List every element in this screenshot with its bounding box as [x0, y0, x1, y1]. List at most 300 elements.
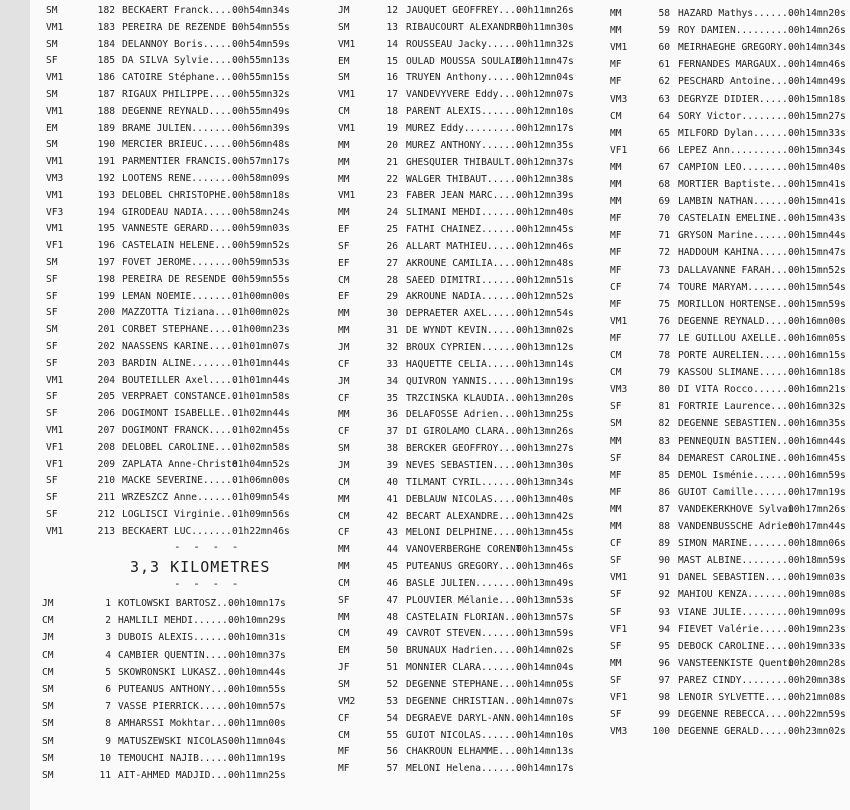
- time-cell: 00h11mn04s: [228, 735, 286, 747]
- name-cell: MAZZOTTA Tiziana....: [122, 307, 238, 319]
- rank-cell: 36: [386, 409, 398, 421]
- time-cell: 00h15mn41s: [788, 196, 846, 208]
- name-cell: DALLAVANNE FARAH....: [678, 264, 794, 276]
- time-cell: 00h12mn48s: [516, 257, 574, 269]
- category-cell: MF: [610, 298, 622, 310]
- name-cell: MAHIOU KENZA.......: [678, 589, 788, 601]
- name-cell: NAASSENS KARINE.....: [122, 341, 238, 352]
- rank-cell: 23: [386, 190, 398, 202]
- category-cell: SF: [610, 606, 622, 618]
- category-cell: MM: [338, 561, 350, 573]
- time-cell: 00h11mn32s: [516, 38, 574, 50]
- time-cell: 00h13mn45s: [516, 527, 574, 539]
- time-cell: 00h23mn02s: [788, 726, 846, 738]
- time-cell: 01h01mn44s: [232, 357, 290, 369]
- time-cell: 00h59mn53s: [232, 257, 290, 268]
- name-cell: BECKAERT Franck.....: [122, 5, 238, 16]
- name-cell: LEMAN NOEMIE.......: [122, 290, 232, 302]
- time-cell: 00h14mn20s: [788, 8, 846, 19]
- time-cell: 00h15mn44s: [788, 230, 846, 242]
- name-cell: GHESQUIER THIBAULT..: [406, 156, 522, 168]
- category-cell: SM: [46, 5, 58, 16]
- time-cell: 00h14mn05s: [516, 679, 574, 690]
- rank-cell: 88: [658, 521, 670, 532]
- category-cell: VM3: [610, 93, 628, 105]
- name-cell: DELAFOSSE Adrien....: [406, 409, 522, 421]
- name-cell: ZAPLATA Anne-Christe: [122, 458, 238, 470]
- time-cell: 00h13mn14s: [516, 358, 574, 370]
- rank-cell: 58: [658, 8, 670, 19]
- rank-cell: 12: [386, 5, 398, 16]
- time-cell: 00h12mn35s: [516, 139, 574, 151]
- rank-cell: 200: [97, 307, 115, 319]
- category-cell: SF: [610, 640, 622, 652]
- name-cell: VANDENBUSSCHE Adrien: [678, 521, 794, 532]
- category-cell: EF: [338, 224, 350, 236]
- time-cell: 00h14mn10s: [516, 729, 574, 741]
- category-cell: SF: [610, 674, 622, 686]
- category-cell: VF1: [46, 458, 64, 470]
- time-cell: 00h18mn06s: [788, 538, 846, 550]
- name-cell: DI VITA Rocco.......: [678, 384, 794, 396]
- time-cell: 00h15mn43s: [788, 213, 846, 225]
- rank-cell: 86: [658, 486, 670, 498]
- time-cell: 00h56mn39s: [232, 122, 290, 134]
- category-cell: MF: [610, 213, 622, 225]
- rank-cell: 209: [97, 458, 115, 470]
- time-cell: 01h02mn44s: [232, 408, 290, 420]
- name-cell: BECKAERT LUC.......: [122, 525, 232, 537]
- name-cell: DEPRAETER AXEL......: [406, 308, 522, 320]
- category-cell: SM: [42, 684, 54, 695]
- name-cell: DI GIROLAMO CLARA...: [406, 426, 522, 438]
- category-cell: VM1: [46, 425, 64, 436]
- time-cell: 01h01mn07s: [232, 341, 290, 352]
- name-cell: MUREZ ANTHONY.......: [406, 139, 522, 151]
- time-cell: 00h12mn17s: [516, 122, 574, 134]
- name-cell: RIGAUX PHILIPPE.....: [122, 89, 238, 100]
- name-cell: KASSOU SLIMANE......: [678, 367, 794, 379]
- name-cell: RIBAUCOURT ALEXANDRE: [406, 21, 522, 33]
- rank-cell: 78: [658, 350, 670, 361]
- time-cell: 00h21mn08s: [788, 692, 846, 703]
- category-cell: MF: [610, 264, 622, 276]
- category-cell: JM: [42, 598, 54, 609]
- rank-cell: 45: [386, 561, 398, 573]
- rank-cell: 96: [658, 657, 670, 669]
- rank-cell: 24: [386, 207, 398, 219]
- time-cell: 00h10mn31s: [228, 632, 286, 644]
- category-cell: VM3: [610, 726, 628, 738]
- time-cell: 00h12mn46s: [516, 240, 574, 252]
- time-cell: 00h13mn20s: [516, 392, 574, 404]
- category-cell: CM: [42, 615, 54, 627]
- time-cell: 00h13mn40s: [516, 493, 574, 505]
- time-cell: 00h13mn34s: [516, 476, 574, 488]
- time-cell: 00h15mn54s: [788, 281, 846, 293]
- time-cell: 00h19mn33s: [788, 640, 846, 652]
- rank-cell: 202: [97, 341, 115, 352]
- name-cell: CASTELAIN HELENE....: [122, 240, 238, 252]
- name-cell: CHAKROUN ELHAMME....: [406, 746, 522, 758]
- category-cell: MF: [610, 469, 622, 481]
- name-cell: OULAD MOUSSA SOULAIM: [406, 55, 522, 67]
- rank-cell: 193: [97, 189, 115, 201]
- time-cell: 00h15mn34s: [788, 144, 846, 156]
- name-cell: TRUYEN Anthony......: [406, 72, 522, 84]
- time-cell: 01h00mn00s: [232, 290, 290, 302]
- time-cell: 01h00mn02s: [232, 307, 290, 319]
- rank-cell: 42: [386, 510, 398, 522]
- time-cell: 00h12mn37s: [516, 156, 574, 168]
- time-cell: 00h13mn25s: [516, 409, 574, 421]
- rank-cell: 54: [386, 712, 398, 724]
- rank-cell: 186: [97, 72, 115, 84]
- time-cell: 00h12mn04s: [516, 72, 574, 84]
- rank-cell: 100: [652, 726, 670, 738]
- name-cell: SKOWRONSKI LUKASZ...: [118, 666, 234, 678]
- time-cell: 00h14mn07s: [516, 695, 574, 707]
- rank-cell: 66: [658, 144, 670, 156]
- name-cell: AIT-AHMED MADJID....: [118, 770, 234, 781]
- name-cell: WRZESZCZ Anne......: [122, 492, 232, 504]
- category-cell: JF: [338, 662, 350, 674]
- time-cell: 00h15mn52s: [788, 264, 846, 276]
- rank-cell: 94: [658, 623, 670, 635]
- name-cell: DEMAREST CAROLINE...: [678, 452, 794, 464]
- rank-cell: 67: [658, 161, 670, 173]
- category-cell: SM: [46, 257, 58, 268]
- rank-cell: 25: [386, 224, 398, 236]
- name-cell: DELANNOY Boris......: [122, 38, 238, 50]
- time-cell: 00h58mn24s: [232, 206, 290, 218]
- name-cell: MATUSZEWSKI NICOLAS.: [118, 735, 234, 747]
- rank-cell: 8: [105, 718, 111, 730]
- category-cell: MF: [610, 247, 622, 259]
- category-cell: SF: [46, 55, 58, 67]
- category-cell: CM: [338, 577, 350, 589]
- category-cell: CF: [610, 538, 622, 550]
- name-cell: KOTLOWSKI BARTOSZ...: [118, 598, 234, 609]
- time-cell: 00h14mn13s: [516, 746, 574, 758]
- name-cell: AMHARSSI Mokhtar....: [118, 718, 234, 730]
- category-cell: SF: [610, 452, 622, 464]
- name-cell: DEGENNE REBECCA.....: [678, 709, 794, 721]
- category-cell: MF: [338, 746, 350, 758]
- rank-cell: 182: [97, 5, 115, 16]
- name-cell: QUIVRON YANNIS......: [406, 375, 522, 387]
- time-cell: 00h16mn15s: [788, 350, 846, 361]
- rank-cell: 205: [97, 391, 115, 403]
- category-cell: SF: [46, 357, 58, 369]
- rank-cell: 37: [386, 426, 398, 438]
- rank-cell: 87: [658, 503, 670, 515]
- category-cell: VM2: [338, 695, 356, 707]
- rank-cell: 46: [386, 577, 398, 589]
- rank-cell: 22: [386, 173, 398, 185]
- category-cell: MM: [610, 161, 622, 173]
- time-cell: 00h20mn28s: [788, 657, 846, 669]
- rank-cell: 1: [105, 598, 111, 609]
- time-cell: 00h14mn04s: [516, 662, 574, 674]
- rank-cell: 69: [658, 196, 670, 208]
- category-cell: CM: [338, 729, 350, 741]
- category-cell: SF: [610, 555, 622, 567]
- name-cell: BRUNAUX Hadrien.....: [406, 645, 522, 657]
- rank-cell: 183: [97, 21, 115, 33]
- category-cell: VF1: [46, 441, 64, 453]
- time-cell: 00h13mn26s: [516, 426, 574, 438]
- time-cell: 01h04mn52s: [232, 458, 290, 470]
- name-cell: DEGENNE SEBASTIEN...: [678, 418, 794, 430]
- category-cell: SM: [42, 770, 54, 781]
- category-cell: SF: [46, 475, 58, 487]
- time-cell: 00h57mn17s: [232, 156, 290, 168]
- name-cell: DEGRAEVE DARYL-ANN..: [406, 712, 522, 724]
- category-cell: JM: [338, 342, 350, 353]
- name-cell: DA SILVA Sylvie.....: [122, 55, 238, 67]
- name-cell: FORTRIE Laurence....: [678, 401, 794, 413]
- rank-cell: 95: [658, 640, 670, 652]
- rank-cell: 49: [386, 628, 398, 640]
- name-cell: FATHI CHAINEZ.......: [406, 224, 522, 236]
- name-cell: PARMENTIER FRANCIS..: [122, 156, 238, 168]
- time-cell: 00h10mn57s: [228, 701, 286, 713]
- time-cell: 00h15mn18s: [788, 93, 846, 105]
- category-cell: VM1: [338, 38, 356, 50]
- name-cell: BOUTEILLER Axel.....: [122, 374, 238, 386]
- rank-cell: 210: [97, 475, 115, 487]
- time-cell: 00h22mn59s: [788, 709, 846, 721]
- time-cell: 00h12mn54s: [516, 308, 574, 320]
- name-cell: DANEL SEBASTIEN.....: [678, 572, 794, 584]
- rank-cell: 19: [386, 122, 398, 134]
- rank-cell: 77: [658, 332, 670, 344]
- time-cell: 00h14mn02s: [516, 645, 574, 657]
- time-cell: 00h12mn07s: [516, 89, 574, 101]
- category-cell: MM: [610, 127, 622, 139]
- rank-cell: 198: [97, 273, 115, 285]
- name-cell: NEVES SEBASTIEN.....: [406, 459, 522, 471]
- time-cell: 00h14mn10s: [516, 712, 574, 724]
- category-cell: SF: [46, 391, 58, 403]
- category-cell: VF3: [46, 206, 64, 218]
- name-cell: CATOIRE Stéphane....: [122, 72, 238, 84]
- category-cell: CM: [42, 666, 54, 678]
- separator-top: - - - -: [174, 540, 242, 553]
- time-cell: 00h16mn18s: [788, 367, 846, 379]
- category-cell: MM: [338, 544, 350, 556]
- rank-cell: 15: [386, 55, 398, 67]
- name-cell: HAQUETTE CELIA......: [406, 358, 522, 370]
- name-cell: BASLE JULIEN.......: [406, 577, 516, 589]
- rank-cell: 10: [99, 752, 111, 764]
- category-cell: VM1: [46, 72, 64, 84]
- rank-cell: 194: [97, 206, 115, 218]
- name-cell: PORTE AURELIEN......: [678, 350, 794, 361]
- time-cell: 00h13mn45s: [516, 544, 574, 556]
- name-cell: VANDEKERKHOVE Sylvai: [678, 503, 794, 515]
- rank-cell: 68: [658, 179, 670, 190]
- name-cell: GIRODEAU NADIA......: [122, 206, 238, 218]
- rank-cell: 70: [658, 213, 670, 225]
- category-cell: VM1: [46, 374, 64, 386]
- category-cell: CM: [338, 510, 350, 522]
- name-cell: BERCKER GEOFFROY....: [406, 443, 522, 455]
- category-cell: SM: [42, 752, 54, 764]
- category-cell: CM: [42, 649, 54, 661]
- category-cell: MF: [610, 230, 622, 242]
- name-cell: GRYSON Marine.......: [678, 230, 794, 242]
- category-cell: MM: [338, 139, 350, 151]
- rank-cell: 76: [658, 315, 670, 327]
- category-cell: MM: [338, 409, 350, 421]
- category-cell: VM1: [46, 189, 64, 201]
- time-cell: 00h12mn10s: [516, 106, 574, 118]
- category-cell: JM: [42, 632, 54, 644]
- rank-cell: 16: [386, 72, 398, 84]
- name-cell: SLIMANI MEHDI.......: [406, 207, 522, 219]
- category-cell: VM1: [46, 105, 64, 117]
- rank-cell: 191: [97, 156, 115, 168]
- time-cell: 00h59mn52s: [232, 240, 290, 252]
- category-cell: CM: [338, 628, 350, 640]
- name-cell: FIEVET Valérie......: [678, 623, 794, 635]
- category-cell: MM: [610, 503, 622, 515]
- name-cell: HADDOUM KAHINA......: [678, 247, 794, 259]
- time-cell: 00h10mn37s: [228, 649, 286, 661]
- rank-cell: 212: [97, 509, 115, 520]
- name-cell: BROUX CYPRIEN.......: [406, 342, 522, 353]
- name-cell: SORY Victor........: [678, 110, 788, 122]
- rank-cell: 50: [386, 645, 398, 657]
- category-cell: MM: [338, 493, 350, 505]
- category-cell: SF: [46, 408, 58, 420]
- rank-cell: 7: [105, 701, 111, 713]
- rank-cell: 62: [658, 76, 670, 88]
- category-cell: SM: [338, 679, 350, 690]
- rank-cell: 208: [97, 441, 115, 453]
- time-cell: 00h14mn34s: [788, 42, 846, 54]
- category-cell: MM: [610, 196, 622, 208]
- category-cell: CF: [338, 392, 350, 404]
- name-cell: PENNEQUIN BASTIEN...: [678, 435, 794, 447]
- rank-cell: 21: [386, 156, 398, 168]
- category-cell: EM: [338, 645, 350, 657]
- rank-cell: 26: [386, 240, 398, 252]
- category-cell: VM1: [610, 315, 628, 327]
- category-cell: EF: [338, 257, 350, 269]
- name-cell: DEGENNE GERALD......: [678, 726, 794, 738]
- rank-cell: 213: [97, 525, 115, 537]
- time-cell: 00h15mn59s: [788, 298, 846, 310]
- time-cell: 00h12mn45s: [516, 224, 574, 236]
- time-cell: 00h19mn09s: [788, 606, 846, 618]
- rank-cell: 14: [386, 38, 398, 50]
- category-cell: SM: [46, 324, 58, 336]
- name-cell: LOOTENS RENE.......: [122, 173, 232, 184]
- rank-cell: 28: [386, 274, 398, 286]
- category-cell: VM3: [610, 384, 628, 396]
- category-cell: VM1: [610, 42, 628, 54]
- rank-cell: 2: [105, 615, 111, 627]
- category-cell: SM: [610, 418, 622, 430]
- category-cell: VM1: [338, 122, 356, 134]
- name-cell: MORILLON HORTENSE...: [678, 298, 794, 310]
- category-cell: CF: [338, 712, 350, 724]
- name-cell: LOGLISCI Virginie...: [122, 509, 238, 520]
- rank-cell: 81: [658, 401, 670, 413]
- category-cell: SF: [610, 589, 622, 601]
- time-cell: 00h10mn17s: [228, 598, 286, 609]
- rank-cell: 47: [386, 594, 398, 606]
- category-cell: SF: [610, 709, 622, 721]
- rank-cell: 27: [386, 257, 398, 269]
- name-cell: MORTIER Baptiste....: [678, 179, 794, 190]
- time-cell: 00h19mn08s: [788, 589, 846, 601]
- rank-cell: 65: [658, 127, 670, 139]
- time-cell: 00h13mn42s: [516, 510, 574, 522]
- time-cell: 00h13mn12s: [516, 342, 574, 353]
- rank-cell: 204: [97, 374, 115, 386]
- category-cell: CM: [610, 367, 622, 379]
- name-cell: PEREIRA DE REZENDE L: [122, 21, 238, 33]
- category-cell: VM1: [338, 89, 356, 101]
- category-cell: MM: [610, 435, 622, 447]
- rank-cell: 35: [386, 392, 398, 404]
- time-cell: 00h15mn33s: [788, 127, 846, 139]
- rank-cell: 189: [97, 122, 115, 134]
- time-cell: 00h15mn47s: [788, 247, 846, 259]
- name-cell: TEMOUCHI NAJIB......: [118, 752, 234, 764]
- category-cell: VF1: [610, 144, 628, 156]
- time-cell: 00h11mn19s: [228, 752, 286, 764]
- rank-cell: 40: [386, 476, 398, 488]
- category-cell: SM: [46, 139, 58, 151]
- name-cell: DEMOL Isménie.......: [678, 469, 794, 481]
- rank-cell: 11: [99, 770, 111, 781]
- rank-cell: 207: [97, 425, 115, 436]
- category-cell: MM: [338, 156, 350, 168]
- category-cell: MF: [338, 763, 350, 775]
- name-cell: JAUQUET GEOFFREY....: [406, 5, 522, 16]
- category-cell: VM1: [46, 223, 64, 235]
- time-cell: 00h14mn49s: [788, 76, 846, 88]
- category-cell: MM: [338, 207, 350, 219]
- time-cell: 00h12mn52s: [516, 291, 574, 303]
- time-cell: 00h54mn55s: [232, 21, 290, 33]
- name-cell: DOGIMONT ISABELLE...: [122, 408, 238, 420]
- name-cell: TILMANT CYRIL.......: [406, 476, 522, 488]
- name-cell: LAMBIN NATHAN.......: [678, 196, 794, 208]
- rank-cell: 85: [658, 469, 670, 481]
- name-cell: DEGENNE REYNALD.....: [678, 315, 794, 327]
- rank-cell: 92: [658, 589, 670, 601]
- name-cell: MEIRHAEGHE GREGORY..: [678, 42, 794, 54]
- category-cell: EM: [46, 122, 58, 134]
- rank-cell: 61: [658, 59, 670, 71]
- category-cell: VF1: [610, 692, 628, 703]
- category-cell: JM: [338, 375, 350, 387]
- rank-cell: 32: [386, 342, 398, 353]
- name-cell: ALLART MATHIEU......: [406, 240, 522, 252]
- category-cell: SF: [46, 307, 58, 319]
- rank-cell: 211: [97, 492, 115, 504]
- rank-cell: 29: [386, 291, 398, 303]
- category-cell: MF: [610, 332, 622, 344]
- time-cell: 00h13mn30s: [516, 459, 574, 471]
- name-cell: MONNIER CLARA.......: [406, 662, 522, 674]
